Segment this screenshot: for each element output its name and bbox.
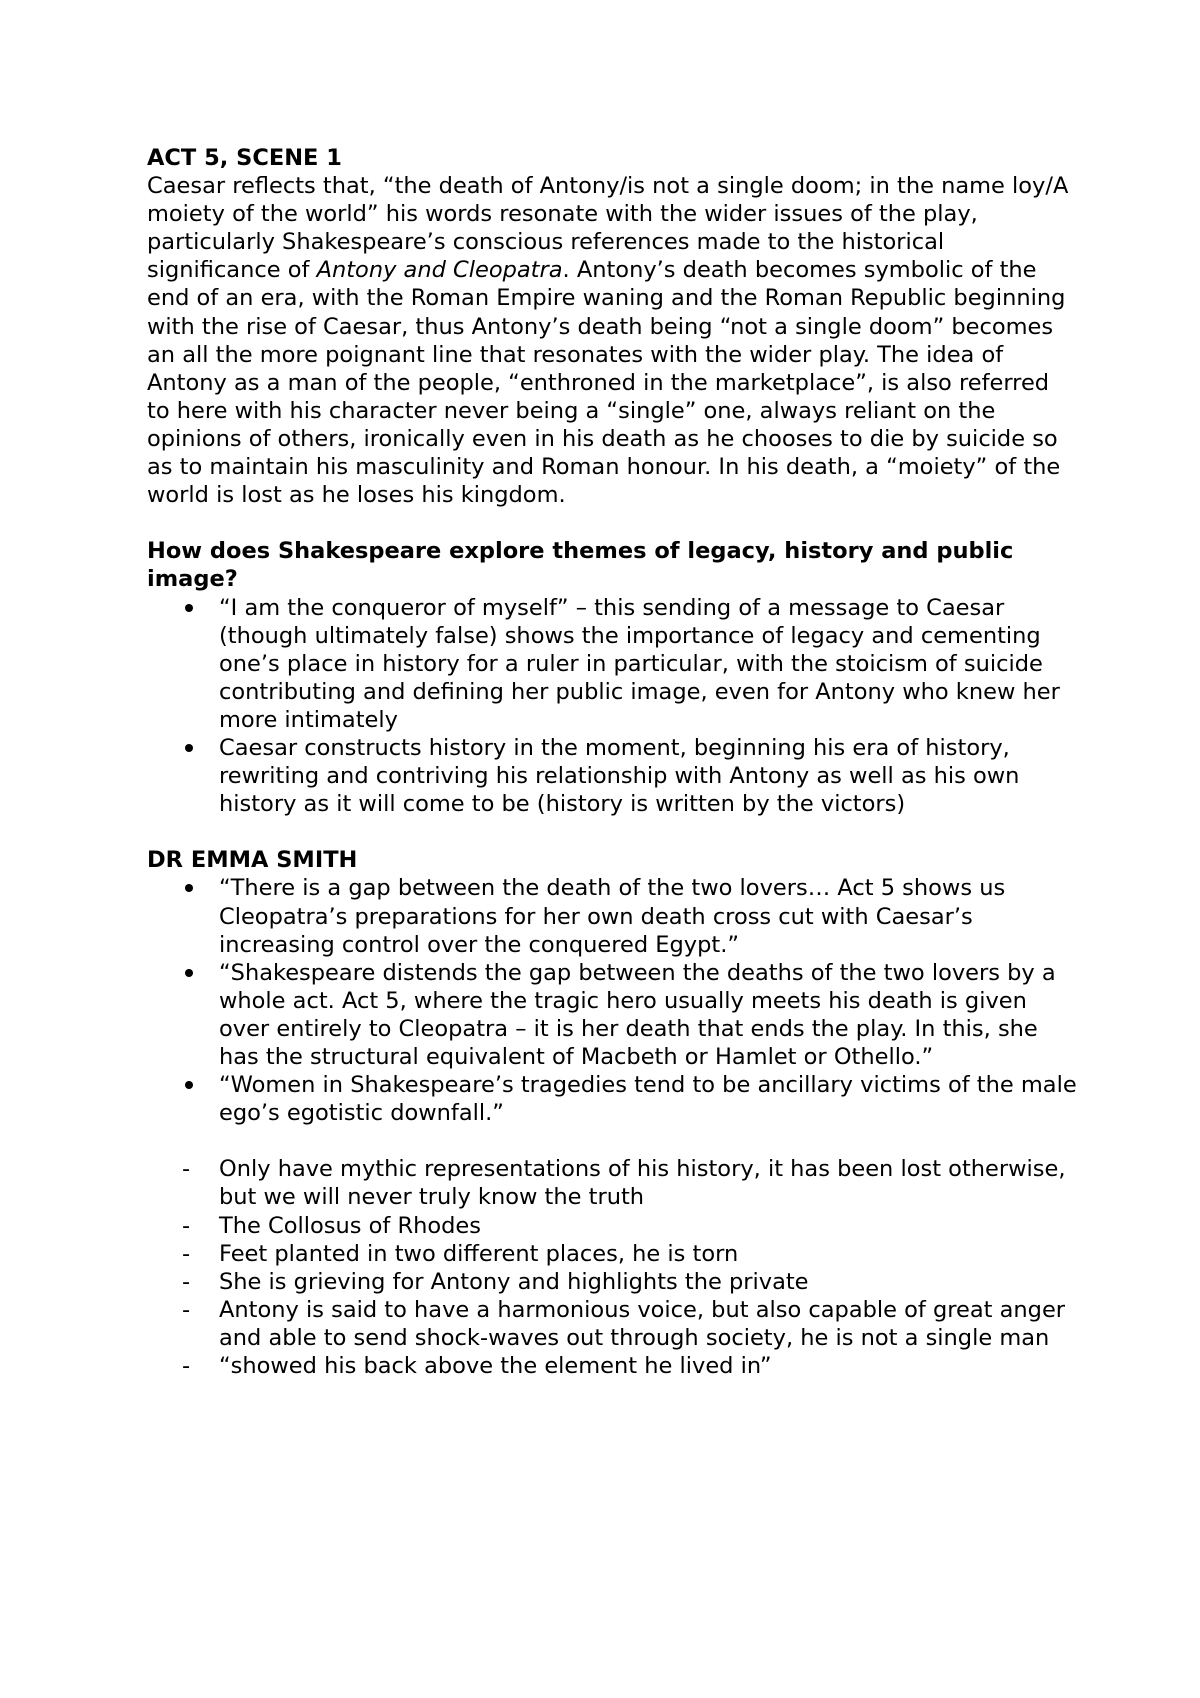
themes-question-heading: How does Shakespeare explore themes of legacy, history and public image? <box>147 538 1014 593</box>
themes-bullet-list <box>147 594 1077 819</box>
bullet-icon <box>185 744 193 752</box>
list-item <box>147 1352 1077 1380</box>
list-item <box>147 594 1077 734</box>
critic-bullet-list <box>147 874 1077 1127</box>
blank-line <box>147 1127 1077 1155</box>
act-scene-heading: ACT 5, SCENE 1 <box>147 145 342 171</box>
notes-dash-list <box>147 1155 1077 1380</box>
dash-marker: - <box>182 1353 191 1380</box>
list-item <box>147 1268 1077 1296</box>
dash-marker: - <box>182 1268 191 1295</box>
dash-marker: - <box>182 1212 191 1239</box>
list-item <box>147 1296 1077 1352</box>
list-item <box>147 1240 1077 1268</box>
list-item-text: Caesar constructs history in the moment, beginning his era of history, rewriting and contriving his relationship with Antony as well as his own history as it will come to be (history is written by the victors) <box>219 734 1020 818</box>
list-item-text: “showed his back above the element he lived in” <box>219 1353 772 1380</box>
blank-line <box>147 509 1077 537</box>
list-item-text: Only have mythic representations of his history, it has been lost otherwise, but we will never truly know the truth <box>219 1156 1066 1211</box>
list-item-text: “Women in Shakespeare’s tragedies tend to be ancillary victims of the male ego’s egotistic downfall.” <box>219 1072 1077 1127</box>
play-title: Antony and Cleopatra <box>316 257 563 284</box>
list-item <box>147 734 1077 818</box>
list-item-text: Feet planted in two different places, he is torn <box>219 1240 739 1267</box>
bullet-icon <box>185 604 193 612</box>
blank-line <box>147 818 1077 846</box>
paragraph-text-start: Caesar reflects that, “the death of Antony/is not a single doom; in the name loy/A moiety of the world” his words resonate with the wider issues of the play, particularly Shakespeare’s conscious references made to the historical significance of <box>147 173 1069 284</box>
list-item <box>147 1071 1077 1127</box>
list-item <box>147 959 1077 1071</box>
bullet-icon <box>185 969 193 977</box>
document-content <box>147 144 1077 1380</box>
dash-marker: - <box>182 1156 191 1183</box>
list-item-text: “I am the conqueror of myself” – this sending of a message to Caesar (though ultimately false) shows the importance of legacy and cementing one’s place in history for a ruler in particular, with the stoicism of suicide contributing and defining her public image, even for Antony who knew her more intimately <box>219 594 1060 733</box>
list-item <box>147 874 1077 958</box>
list-item-text: Antony is said to have a harmonious voice, but also capable of great anger and able to send shock-waves out through society, he is not a single man <box>219 1296 1066 1351</box>
list-item-text: “Shakespeare distends the gap between the deaths of the two lovers by a whole act. Act 5, where the tragic hero usually meets his death is given over entirely to Cleopatra – it is her death that ends the play. In this, she has the structural equivalent of Macbeth or Hamlet or Othello.” <box>219 959 1056 1070</box>
list-item <box>147 1212 1077 1240</box>
paragraph-text-end: . Antony’s death becomes symbolic of the end of an era, with the Roman Empire waning and the Roman Republic beginning with the rise of Caesar, thus Antony’s death being “not a single doom” becomes an all the more poignant line that resonates with the wider play. The idea of Antony as a man of the people, “enthroned in the marketplace”, is also referred to here with his character never being a “single” one, always reliant on the opinions of others, ironically even in his death as he chooses to die by suicide so as to maintain his masculinity and Roman honour. In his death, a “moiety” of the world is lost as he loses his kingdom. <box>147 257 1066 509</box>
bullet-icon <box>185 1081 193 1089</box>
critic-heading: DR EMMA SMITH <box>147 847 358 874</box>
bullet-icon <box>185 884 193 892</box>
list-item <box>147 1155 1077 1211</box>
analysis-paragraph <box>147 172 1077 509</box>
list-item-text: “There is a gap between the death of the two lovers… Act 5 shows us Cleopatra’s preparations for her own death cross cut with Caesar’s increasing control over the conquered Egypt.” <box>219 875 1006 958</box>
dash-marker: - <box>182 1240 191 1267</box>
list-item-text: She is grieving for Antony and highlights the private <box>219 1268 809 1295</box>
dash-marker: - <box>182 1296 191 1323</box>
list-item-text: The Collosus of Rhodes <box>219 1212 481 1239</box>
